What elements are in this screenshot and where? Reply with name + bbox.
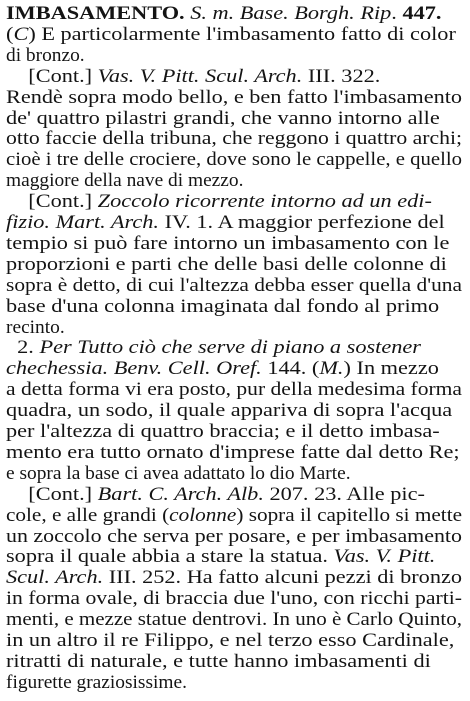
italic-segment: Vas. V. Pitt. Scul. Arch. bbox=[97, 65, 303, 87]
text-line bbox=[6, 671, 187, 695]
italic-segment: Zoccolo ricorrente intorno ad un edi- bbox=[97, 191, 432, 213]
text-segment: [Cont.] bbox=[6, 65, 98, 87]
text-segment: [Cont.] bbox=[6, 191, 98, 213]
text-segment: figurette graziosissime. bbox=[6, 671, 187, 693]
text-segment: ( bbox=[6, 23, 14, 45]
text-segment: recinto. bbox=[6, 316, 65, 338]
text-segment: in forma ovale, di braccia due l'uno, con ricchi parti- bbox=[6, 588, 462, 610]
italic-segment: fizio. Mart. Arch. bbox=[6, 212, 160, 233]
text-segment: sopra è detto, di cui l'altezza debba esser quella d'una bbox=[6, 274, 463, 296]
text-segment: ) sopra il capitello si mette bbox=[236, 504, 462, 526]
text-segment: 144. ( bbox=[261, 358, 320, 380]
text-segment: base d'una colonna imaginata dal fondo al primo bbox=[6, 295, 440, 317]
text-segment: cioè i tre delle crociere, dove sono le cappelle, e quello bbox=[6, 149, 462, 171]
text-segment: proporzioni e parti che delle basi delle colonne di bbox=[6, 253, 447, 275]
italic-segment: chechessia. Benv. Cell. Oref. bbox=[6, 358, 262, 380]
text-line bbox=[6, 295, 439, 319]
text-segment: in un altro il re Filippo, e nel terzo esso Cardinale, bbox=[6, 630, 455, 651]
text-segment: mento era tutto ornato d'imprese fatte dal detto Re; bbox=[6, 441, 460, 463]
text-segment: [Cont.] bbox=[6, 483, 98, 505]
reference-number: 447. bbox=[402, 3, 442, 24]
text-segment: . bbox=[391, 3, 403, 24]
text-segment: de' quattro pilastri grandi, che vanno intorno alle bbox=[6, 107, 440, 129]
text-segment: otto faccie della tribuna, che reggono i quattro archi; bbox=[6, 128, 462, 150]
text-segment: menti, e mezze statue dentrovi. In uno è Carlo Quinto, bbox=[6, 609, 462, 631]
italic-segment: Scul. Arch. bbox=[6, 567, 104, 589]
text-segment: maggiore della nave di mezzo. bbox=[6, 170, 244, 192]
text-segment: Rendè sopra modo bello, e ben fatto l'imbasamento bbox=[6, 86, 462, 108]
text-segment: quadra, un sodo, il quale appariva di sopra l'acqua bbox=[6, 400, 453, 422]
text-segment: IV. 1. A maggior perfezione del bbox=[159, 212, 445, 233]
text-segment: un zoccolo che serva per posare, e per imbasamento bbox=[6, 525, 462, 547]
text-segment: tempio si può fare intorno un imbasamento con le bbox=[6, 232, 450, 254]
text-segment: ) In mezzo bbox=[343, 358, 439, 380]
italic-segment: Vas. V. Pitt. bbox=[333, 546, 436, 568]
italic-segment: Per Tutto ciò che serve di piano a sostener bbox=[39, 337, 421, 359]
text-segment: 2. bbox=[6, 337, 40, 359]
text-segment: 207. 23. Alle pic- bbox=[263, 483, 425, 505]
italic-segment: Bart. C. Arch. Alb. bbox=[97, 483, 264, 505]
text-segment: III. 252. Ha fatto alcuni pezzi di bronzo bbox=[103, 567, 463, 589]
text-segment: III. 322. bbox=[302, 65, 381, 87]
italic-segment: colonne bbox=[169, 504, 237, 526]
text-segment: cole, e alle grandi ( bbox=[6, 504, 170, 526]
text-segment: e sopra la base ci avea adattato lo dio Marte. bbox=[6, 462, 351, 484]
text-segment: ritratti di naturale, e tutte hanno imbasamenti di bbox=[6, 650, 431, 672]
text-segment: a detta forma vi era posto, pur della medesima forma bbox=[6, 379, 462, 401]
text-segment: per l'altezza di quattro braccia; e il detto imbasa- bbox=[6, 421, 440, 442]
headword: IMBASAMENTO. bbox=[6, 3, 185, 24]
text-segment: di bronzo. bbox=[6, 44, 85, 66]
text-segment: sopra il quale abbia a stare la statua. bbox=[6, 546, 334, 568]
italic-segment: C bbox=[13, 23, 29, 45]
italic-segment: S. m. Base. Borgh. Rip bbox=[190, 3, 392, 24]
italic-segment: M. bbox=[319, 358, 344, 380]
text-segment: ) E particolarmente l'imbasamento fatto di color bbox=[28, 23, 456, 45]
